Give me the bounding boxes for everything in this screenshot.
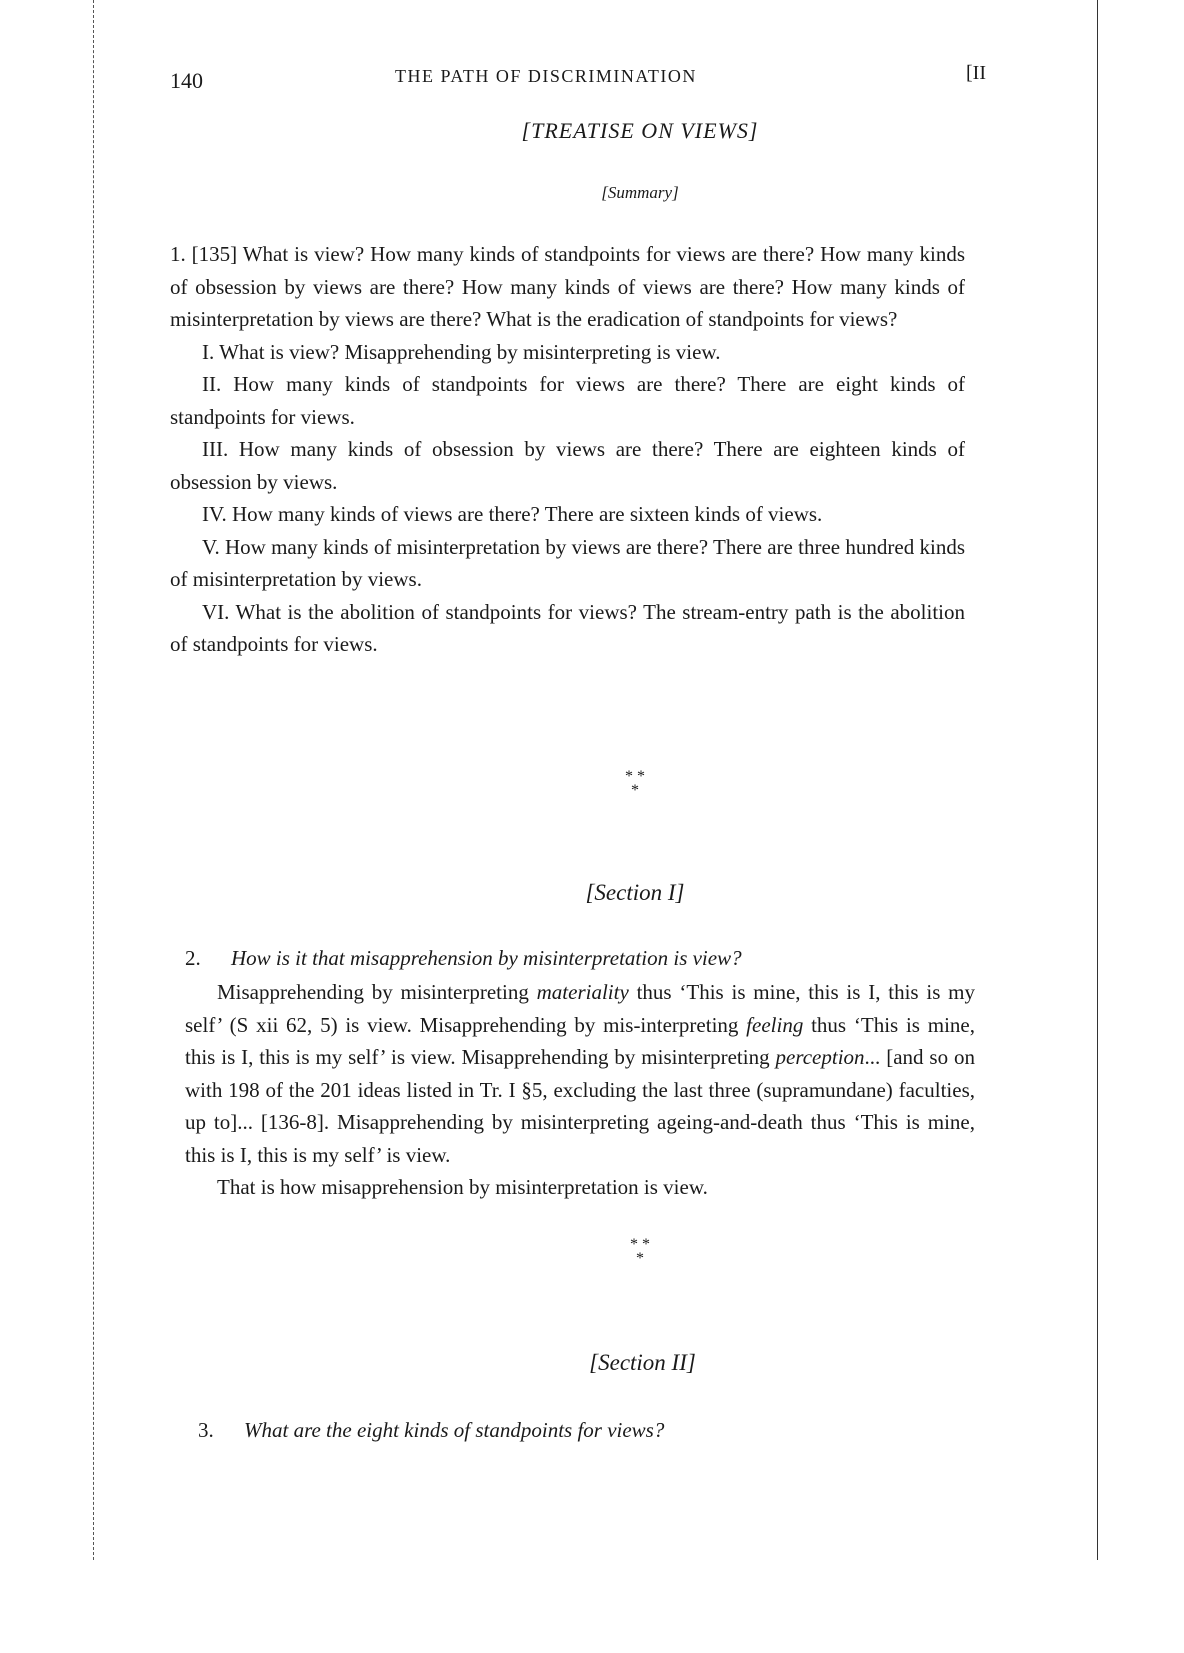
page-number: 140 — [170, 68, 203, 93]
question-3 — [198, 1418, 664, 1443]
scan-left-border — [93, 0, 95, 1560]
emphasis-perception: perception — [775, 1045, 865, 1069]
summary-item: V. How many kinds of misinterpretation by views are there? There are three hundred kinds of misinterpretation by views. — [170, 534, 965, 591]
chapter-mark: [II — [966, 62, 986, 84]
summary-item: II. How many kinds of standpoints for views are there? There are eight kinds of standpoints for views. — [170, 372, 965, 429]
emphasis-materiality: materiality — [536, 980, 629, 1004]
section-1-heading: [Section I] — [585, 880, 685, 905]
section-separator — [170, 1238, 1020, 1266]
separator-star: * — [631, 782, 639, 799]
section-1-body — [185, 976, 975, 1204]
question-text: What are the eight kinds of standpoints for views? — [244, 1418, 665, 1442]
body-text: thus ‘This is mine, this is I, this is my self’ is view. Misapprehending by misinterpreting — [185, 1012, 975, 1069]
summary-item: III. How many kinds of obsession by views are there? There are eighteen kinds of obsession by views. — [170, 437, 965, 494]
treatise-title: [TREATISE ON VIEWS] — [521, 118, 759, 143]
summary-item: IV. How many kinds of views are there? There are sixteen kinds of views. — [202, 502, 823, 526]
page-header — [170, 62, 1020, 92]
running-title: THE PATH OF DISCRIMINATION — [395, 66, 697, 86]
question-number: 3. — [198, 1418, 214, 1442]
question-2 — [185, 946, 742, 971]
section-separator — [170, 770, 1020, 798]
question-text: How is it that misapprehension by misinterpretation is view? — [231, 946, 742, 970]
question-number: 2. — [185, 946, 201, 970]
body-text: Misapprehending by misinterpreting — [217, 980, 537, 1004]
summary-block — [170, 238, 965, 661]
summary-item: VI. What is the abolition of standpoints for views? The stream-entry path is the abolition of standpoints for views. — [170, 599, 965, 656]
separator-star: * — [636, 1250, 644, 1267]
summary-item: I. What is view? Misapprehending by misinterpreting is view. — [202, 339, 721, 364]
separator-stars: * * — [630, 1236, 650, 1253]
conclusion-paragraph: That is how misapprehension by misinterpretation is view. — [217, 1175, 708, 1199]
section-2-heading: [Section II] — [589, 1350, 696, 1375]
summary-paragraph: 1. [135] What is view? How many kinds of standpoints for views are there? How many kinds of obsession by views are there? How many kinds of views are there? How many kinds of misinterpretation by views are there? What is the eradication of standpoints for views? — [170, 242, 965, 331]
summary-heading: [Summary] — [601, 183, 679, 202]
scan-right-border — [1097, 0, 1099, 1560]
separator-stars: * * — [625, 768, 645, 785]
body-paragraph — [185, 976, 975, 1171]
emphasis-feeling: feeling — [746, 1012, 804, 1037]
body-text: thus ‘This is mine, this is I, this is my self’ (S xii 62, 5) is view. Misapprehending by mis-interpreting — [185, 980, 976, 1037]
body-text: ... [and so on with 198 of the 201 ideas listed in Tr. I §5, excluding the last three (supramundane) faculties, up to]... [136-8]. Misapprehending by misinterpreting ageing-and-death thus ‘This is mine, this is I, this is my self’ is view. — [185, 1045, 975, 1167]
